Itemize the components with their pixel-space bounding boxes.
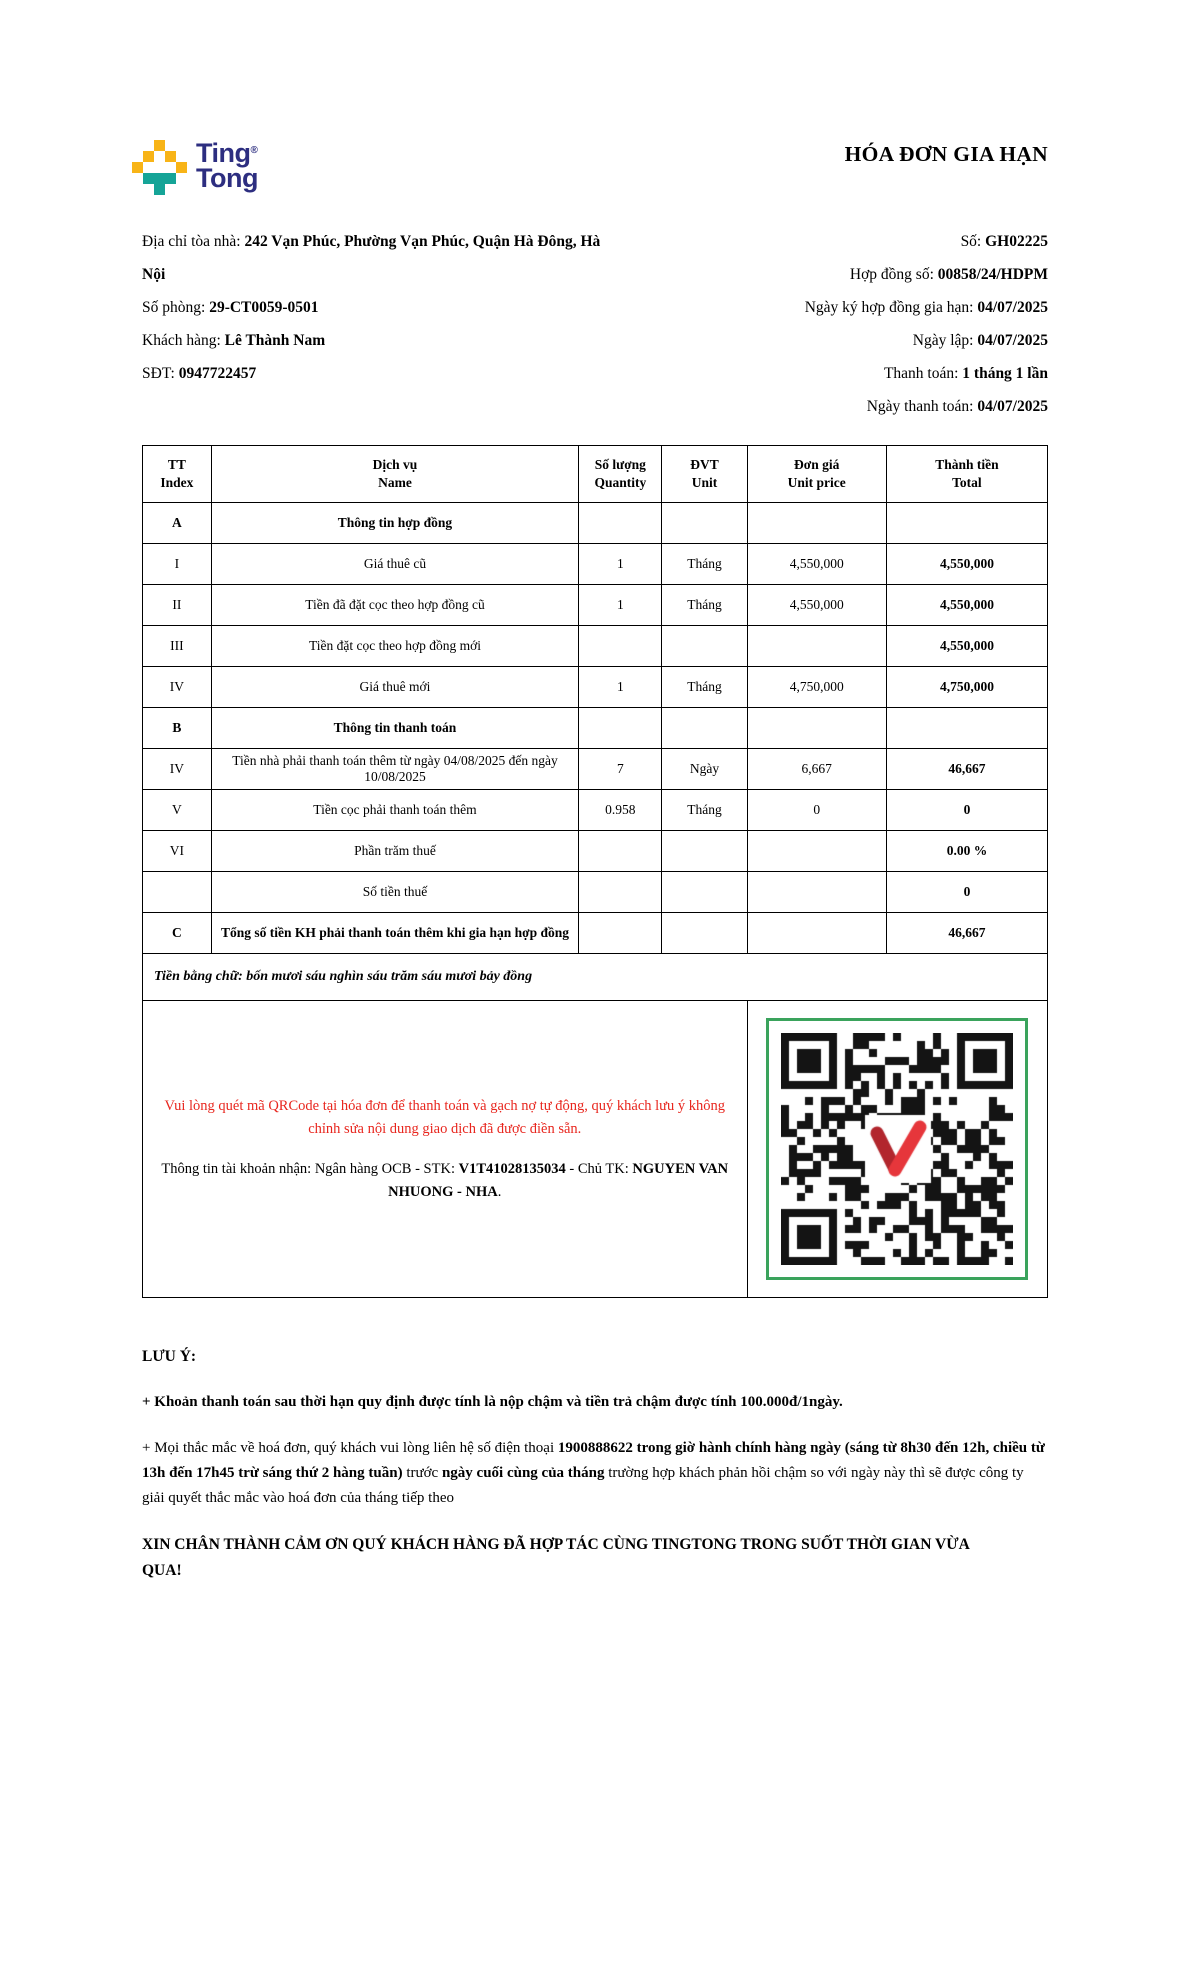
text-run: - Chủ TK: [565,1160,633,1177]
building-customer-info [142,225,617,423]
logo-pixel [176,151,187,162]
logo-pixel [154,184,165,195]
cell-unit: Tháng [662,667,747,708]
text-emphasis: ngày cuối cùng của tháng [441,1465,605,1481]
logo-pixel [132,151,143,162]
info-line-right: Ngày thanh toán: 04/07/2025 [866,398,1048,415]
logo-pixel [165,140,176,151]
logo-pixel [132,162,143,173]
cell-total [886,503,1047,544]
cell-index: VI [143,831,212,872]
tingtong-logo [132,138,258,195]
service-row [143,790,1048,831]
cell-index [143,872,212,913]
service-row [143,872,1048,913]
cell-index: III [143,626,212,667]
registered-mark: ® [250,145,258,156]
cell-name: Số tiền thuế [211,872,578,913]
invoice-meta-info [617,225,1048,423]
cell-unit: Tháng [662,544,747,585]
cell-total: 4,750,000 [886,667,1047,708]
logo-pixel [143,140,154,151]
logo-pixel [165,173,176,184]
logo-pixel [132,140,143,151]
cell-unit-price: 6,667 [747,749,886,790]
text-emphasis: NGUYEN VAN NHUONG - NHA [388,1160,729,1200]
cell-total: 46,667 [886,749,1047,790]
qr-cell [747,1001,1047,1298]
cell-unit [662,831,747,872]
service-row [143,708,1048,749]
cell-unit-price [747,831,886,872]
logo-pixel [143,173,154,184]
logo-pixel [143,151,154,162]
col-header: ĐVT Unit [662,446,747,503]
info-line-right: Ngày ký hợp đồng gia hạn: 04/07/2025 [804,299,1048,316]
logo-pixel [143,162,154,173]
cell-name: Thông tin thanh toán [211,708,578,749]
cell-name: Tiền đã đặt cọc theo hợp đồng cũ [211,585,578,626]
cell-quantity [579,872,662,913]
cell-quantity: 7 [579,749,662,790]
text-emphasis: 1900888622 trong giờ hành chính hàng ngày (sáng từ 8h30 đến 12h, chiều từ 13h đến 17h45 trừ sáng thứ 2 hàng tuần) [142,1440,1045,1481]
service-row [143,503,1048,544]
brand-wordmark-top: Ting® [196,138,258,168]
cell-unit-price [747,626,886,667]
cell-total: 4,550,000 [886,626,1047,667]
logo-pixel [154,151,165,162]
cell-total: 4,550,000 [886,585,1047,626]
qr-payment-note: Vui lòng quét mã QRCode tại hóa đơn để thanh toán và gạch nợ tự động, quý khách lưu ý không chỉnh sửa nội dung giao dịch đã được điền sẵn. [164,1097,726,1137]
cell-name: Giá thuê mới [211,667,578,708]
cell-unit-price [747,503,886,544]
cell-unit-price: 0 [747,790,886,831]
logo-pixel [176,162,187,173]
cell-unit-price [747,913,886,954]
cell-index: C [143,913,212,954]
cell-name: Tổng số tiền KH phải thanh toán thêm khi gia hạn hợp đồng [211,913,578,954]
cell-total: 0 [886,790,1047,831]
cell-quantity [579,831,662,872]
logo-pixel [165,184,176,195]
cell-index: I [143,544,212,585]
col-header: Dịch vụ Name [211,446,578,503]
cell-unit: Ngày [662,749,747,790]
services-table [142,445,1048,1298]
col-header: Thành tiền Total [886,446,1047,503]
amount-in-words-row [143,954,1048,1001]
cell-unit [662,872,747,913]
info-line-right: Thanh toán: 1 tháng 1 lần [883,365,1048,382]
cell-index: IV [143,667,212,708]
info-line-left: Địa chỉ tòa nhà: 242 Vạn Phúc, Phường Vạn Phúc, Quận Hà Đông, Hà Nội [142,233,601,283]
cell-quantity [579,503,662,544]
service-row [143,626,1048,667]
text-run: + Mọi thắc mắc về hoá đơn, quý khách vui lòng liên hệ số điện thoại [142,1440,558,1456]
cell-total [886,708,1047,749]
late-fee-note: + Khoản thanh toán sau thời hạn quy định được tính là nộp chậm và tiền trả chậm được tính 100.000đ/1ngày. [142,1394,843,1410]
notes-title: LƯU Ý: [142,1348,197,1365]
payment-instructions-cell [143,1001,748,1298]
logo-pixel [132,184,143,195]
info-line-right: Số: GH02225 [960,233,1048,250]
info-line-left: SĐT: 0947722457 [142,365,257,382]
cell-unit-price: 4,750,000 [747,667,886,708]
cell-quantity: 1 [579,544,662,585]
invoice-info [142,225,1048,423]
service-row [143,749,1048,790]
info-line-right: Ngày lập: 04/07/2025 [912,332,1048,349]
cell-name: Thông tin hợp đồng [211,503,578,544]
logo-pixel [154,162,165,173]
service-row [143,544,1048,585]
col-header: Đơn giá Unit price [747,446,886,503]
text-emphasis: V1T41028135034 [458,1160,566,1177]
cell-index: IV [143,749,212,790]
cell-unit-price: 4,550,000 [747,585,886,626]
bank-account-line [149,1158,741,1204]
logo-pixel [165,162,176,173]
cell-quantity: 1 [579,585,662,626]
cell-unit-price: 4,550,000 [747,544,886,585]
cell-unit: Tháng [662,585,747,626]
logo-pixel [176,140,187,151]
cell-quantity: 1 [579,667,662,708]
cell-quantity [579,626,662,667]
notes-section [142,1344,1048,1584]
col-header: Số lượng Quantity [579,446,662,503]
logo-pixel [143,184,154,195]
cell-unit-price [747,708,886,749]
info-line-right: Hợp đồng số: 00858/24/HDPM [849,266,1048,283]
service-row [143,831,1048,872]
brand-wordmark-bottom: Tong [196,163,258,193]
contact-note [142,1436,1048,1511]
text-run: . [497,1183,502,1200]
cell-quantity [579,913,662,954]
table-header-row [143,446,1048,503]
cell-name: Phần trăm thuế [211,831,578,872]
tingtong-logo-icon [132,140,187,195]
cell-index: A [143,503,212,544]
logo-pixel [132,173,143,184]
logo-pixel [176,173,187,184]
cell-unit-price [747,872,886,913]
amount-in-words: Tiền bằng chữ: bốn mươi sáu nghìn sáu trăm sáu mươi bảy đồng [143,954,1048,1001]
thanks-note: XIN CHÂN THÀNH CẢM ƠN QUÝ KHÁCH HÀNG ĐÃ HỢP TÁC CÙNG TINGTONG TRONG SUỐT THỜI GIAN VỪA QUA! [142,1536,969,1579]
logo-pixel [154,140,165,151]
cell-total: 0 [886,872,1047,913]
cell-name: Tiền đặt cọc theo hợp đồng mới [211,626,578,667]
col-header: TT Index [143,446,212,503]
invoice-header [142,138,1048,195]
payment-row [143,1001,1048,1298]
cell-unit [662,913,747,954]
logo-pixel [165,151,176,162]
cell-name: Tiền nhà phải thanh toán thêm từ ngày 04/08/2025 đến ngày 10/08/2025 [211,749,578,790]
service-row [143,585,1048,626]
cell-unit [662,708,747,749]
service-row [143,913,1048,954]
cell-total: 46,667 [886,913,1047,954]
logo-pixel [176,184,187,195]
text-run: trường hợp khách phản hồi chậm so với ngày này thì sẽ được công ty giải quyết thắc mắc vào hoá đơn của tháng tiếp theo [142,1465,1024,1506]
cell-name: Tiền cọc phải thanh toán thêm [211,790,578,831]
service-row [143,667,1048,708]
cell-index: B [143,708,212,749]
cell-index: V [143,790,212,831]
cell-quantity: 0.958 [579,790,662,831]
info-line-left: Số phòng: 29-CT0059-0501 [142,299,319,316]
info-line-left: Khách hàng: Lê Thành Nam [142,332,326,349]
cell-total: 4,550,000 [886,544,1047,585]
cell-unit [662,503,747,544]
text-run: trước [402,1465,442,1481]
qr-code-frame [766,1018,1028,1280]
cell-name: Giá thuê cũ [211,544,578,585]
logo-pixel [154,173,165,184]
cell-index: II [143,585,212,626]
qr-code [781,1033,1013,1265]
invoice-title: HÓA ĐƠN GIA HẠN [844,142,1048,166]
cell-unit [662,626,747,667]
cell-total: 0.00 % [886,831,1047,872]
text-run: Thông tin tài khoản nhận: Ngân hàng OCB - STK: [161,1160,459,1177]
cell-quantity [579,708,662,749]
cell-unit: Tháng [662,790,747,831]
brand-wordmark [196,138,258,191]
